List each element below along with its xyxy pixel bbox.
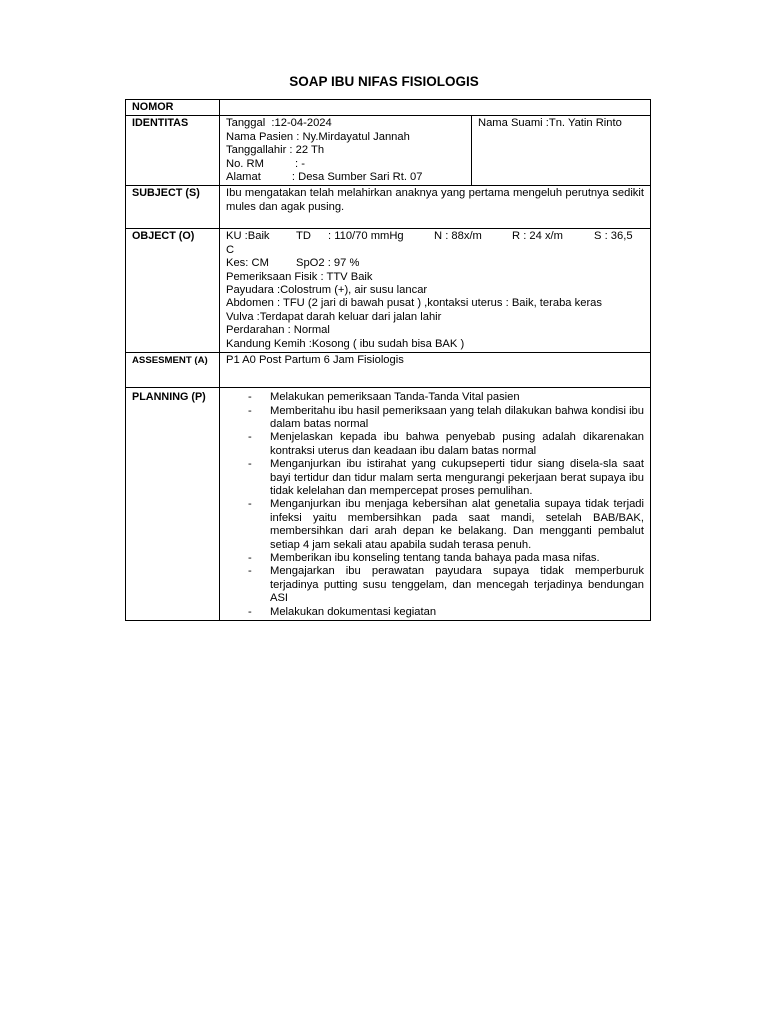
list-item: [226, 431, 644, 458]
planning-item-text: Melakukan dokumentasi kegiatan: [270, 605, 437, 618]
identitas-alamat: Alamat : Desa Sumber Sari Rt. 07: [226, 171, 423, 184]
vitals-line: [226, 230, 644, 243]
row-subject: [126, 186, 651, 229]
label-identitas: IDENTITAS: [126, 116, 220, 186]
vital-td-label: TD: [296, 230, 311, 243]
kesadaran: Kes: CM: [226, 257, 269, 270]
planning-item-text: Menganjurkan ibu menjaga kebersihan alat genetalia supaya tidak terjadi infeksi yaitu membersihkan pada saat mandi, setelah BAB/BAK, membersihkan dari arah depan ke belakang. Dan mengganti pembalut setiap 4 jam sekali atau apabila sudah terasa penuh.: [270, 498, 644, 551]
identitas-suami: Nama Suami :Tn. Yatin Rinto: [472, 116, 651, 186]
vital-td-value: : 110/70 mmHg: [328, 230, 404, 243]
bullet-dash: -: [248, 431, 252, 444]
kes-spo2-line: [226, 257, 644, 270]
vital-respirasi: R : 24 x/m: [512, 230, 563, 243]
payudara: Payudara :Colostrum (+), air susu lancar: [226, 284, 428, 297]
identitas-tanggal-lahir: Tanggallahir : 22 Th: [226, 144, 325, 157]
value-nomor: [220, 100, 651, 116]
vital-nadi: N : 88x/m: [434, 230, 482, 243]
label-assesment: ASSESMENT (A): [126, 353, 220, 388]
row-nomor: [126, 100, 651, 116]
list-item: [226, 405, 644, 432]
label-object: OBJECT (O): [126, 229, 220, 353]
planning-item-text: Melakukan pemeriksaan Tanda-Tanda Vital pasien: [270, 391, 520, 404]
vital-suhu: S : 36,5: [594, 230, 633, 243]
assesment-text: P1 A0 Post Partum 6 Jam Fisiologis: [220, 353, 651, 388]
planning-item-text: Memberitahu ibu hasil pemeriksaan yang telah dilakukan bahwa kondisi ibu dalam batas normal: [270, 404, 644, 430]
planning-item-text: Memberikan ibu konseling tentang tanda bahaya pada masa nifas.: [270, 551, 600, 564]
list-item: [226, 391, 644, 404]
kandung-kemih: Kandung Kemih :Kosong ( ibu sudah bisa BAK ): [226, 337, 465, 350]
bullet-dash: -: [248, 551, 252, 564]
identitas-nama-pasien: Nama Pasien : Ny.Mirdayatul Jannah: [226, 130, 410, 143]
planning-item-text: Menjelaskan kepada ibu bahwa penyebab pusing adalah dikarenakan kontraksi uterus dan keadaan ibu dalam batas normal: [270, 431, 644, 457]
row-identitas: [126, 116, 651, 186]
bullet-dash: -: [248, 404, 252, 417]
bullet-dash: -: [248, 565, 252, 578]
list-item: [226, 552, 644, 565]
document-title: SOAP IBU NIFAS FISIOLOGIS: [289, 74, 479, 89]
planning-details: [220, 388, 651, 621]
identitas-no-rm: No. RM : -: [226, 157, 305, 170]
list-item: [226, 498, 644, 552]
bullet-dash: -: [248, 391, 252, 404]
vital-suhu-unit: C: [226, 243, 235, 256]
subject-text: Ibu mengatakan telah melahirkan anaknya yang pertama mengeluh perutnya sedikit mules dan agak pusing.: [220, 186, 651, 229]
row-assesment: [126, 353, 651, 388]
list-item: [226, 606, 644, 619]
bullet-dash: -: [248, 458, 252, 471]
row-object: [126, 229, 651, 353]
row-planning: [126, 388, 651, 621]
spo2: SpO2 : 97 %: [296, 257, 360, 270]
planning-item-text: Menganjurkan ibu istirahat yang cukupseperti tidur siang disela-sla saat bayi tertidur dan tidur malam serta mengurangi pekerjaan berat supaya ibu tidak kelelahan dan mempercepat proses pemulihan.: [270, 458, 644, 497]
list-item: [226, 458, 644, 498]
planning-list: [226, 391, 644, 619]
pemeriksaan-fisik: Pemeriksaan Fisik : TTV Baik: [226, 270, 373, 283]
vulva: Vulva :Terdapat darah keluar dari jalan lahir: [226, 310, 442, 323]
identitas-details: [220, 116, 472, 186]
identitas-tanggal: Tanggal :12-04-2024: [226, 117, 332, 130]
abdomen: Abdomen : TFU (2 jari di bawah pusat ) ,kontaksi uterus : Baik, teraba keras: [226, 297, 602, 310]
soap-table: [125, 99, 651, 621]
perdarahan: Perdarahan : Normal: [226, 324, 330, 337]
list-item: [226, 565, 644, 605]
label-subject: SUBJECT (S): [126, 186, 220, 229]
label-planning: PLANNING (P): [126, 388, 220, 621]
label-nomor: NOMOR: [126, 100, 220, 116]
planning-item-text: Mengajarkan ibu perawatan payudara supaya tidak memperburuk terjadinya putting susu tenggelam, dan mencegah terjadinya bendungan ASI: [270, 565, 644, 605]
vital-ku: KU :Baik: [226, 230, 270, 243]
bullet-dash: -: [248, 605, 252, 618]
bullet-dash: -: [248, 498, 252, 511]
object-details: [220, 229, 651, 353]
